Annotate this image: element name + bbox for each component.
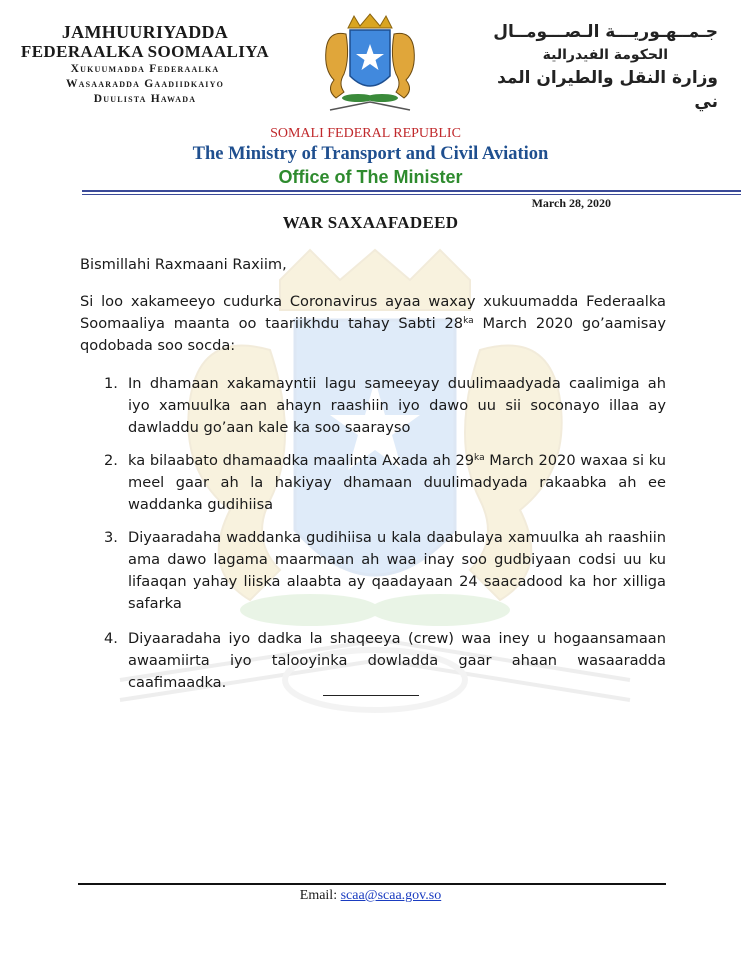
footer-rule xyxy=(78,883,666,885)
coat-of-arms-icon xyxy=(310,10,430,115)
list-item-superscript: ka xyxy=(474,453,485,463)
footer-email-link[interactable]: scaa@scaa.gov.so xyxy=(340,888,442,903)
intro-text-2: March 2020 go’aamisay qodobada soo socda: xyxy=(80,315,666,354)
letterhead-left xyxy=(20,22,270,107)
footer xyxy=(0,888,741,904)
letterhead-left-line5: Duulista Hawada xyxy=(93,93,197,105)
list-item-number: 2. xyxy=(104,452,118,469)
letterhead-right-arabic xyxy=(478,20,718,114)
intro-paragraph xyxy=(80,291,666,357)
list-item-text xyxy=(128,452,666,513)
decision-list xyxy=(80,373,666,705)
letterhead-right-line1: جـمــهـوريـــة الـصـــومــال xyxy=(493,22,718,42)
greeting: Bismillahi Raxmaani Raxiim, xyxy=(80,256,287,273)
letterhead-left-line2: FEDERAALKA SOOMAALIYA xyxy=(20,42,270,61)
footer-email-label: Email: xyxy=(299,888,341,903)
letterhead-left-line3: Xukuumadda Federaalka xyxy=(70,63,220,75)
list-item-text-2: March 2020 waxaa si ku meel gaar ah la hakiyay dhamaan duulimadyada rakaabka ah ee waddanka gudihiisa xyxy=(128,452,666,513)
ministry-name: The Ministry of Transport and Civil Aviation xyxy=(192,144,549,164)
document-date: March 28, 2020 xyxy=(531,196,611,210)
intro-superscript: ka xyxy=(463,316,474,326)
list-item-text: In dhamaan xakamayntii lagu sameeyay duulimaadyada caalimiga ah iyo xamuulka aan ahayn raashiin iyo dawo uu sii soconayo illaa ay dawladdu go’aan kale ka soo saarayso xyxy=(128,375,666,436)
header-rule xyxy=(82,190,741,192)
letterhead-left-line4: Wasaaradda Gaadiidkaiyo xyxy=(65,78,225,90)
list-item-number: 4. xyxy=(104,630,118,647)
list-item xyxy=(80,450,666,516)
letterhead-left-line1: JAMHUURIYADDA xyxy=(61,22,229,42)
letterhead-right-line3: وزارة النقل والطيران المد ني xyxy=(497,68,718,112)
office-name: Office of The Minister xyxy=(278,167,463,187)
list-item-text: Diyaaradaha waddanka gudihiisa u kala daabulaya xamuulka ah raashiin ama dawo lagama maarmaan ah waa inay soo gudbiyaan codsi uu ku lifaaqan yahay liiska alaabta ay qaadayaan 24 saacadood ka hor xilliga safarka xyxy=(128,529,666,612)
republic-name: SOMALI FEDERAL REPUBLIC xyxy=(270,126,461,141)
header-rule-thin xyxy=(82,194,741,195)
document-title: WAR SAXAAFADEED xyxy=(282,213,459,232)
end-of-text-line xyxy=(323,695,419,696)
list-item xyxy=(80,628,666,694)
letterhead-center xyxy=(0,126,741,188)
list-item xyxy=(80,373,666,439)
list-item-number: 3. xyxy=(104,529,118,546)
list-item-number: 1. xyxy=(104,375,118,392)
intro-text-1: Si loo xakameeyo cudurka Coronavirus ayaa waxay xukuumadda Federaalka Soomaaliya maanta oo taariikhdu tahay Sabti 28 xyxy=(80,293,666,332)
list-item-text: Diyaaradaha iyo dadka la shaqeeya (crew) waa iney u hogaansamaan awaamiirta iyo talooyinka dowladda gaar ahaan wasaaradda caafimaadka. xyxy=(128,630,666,691)
list-item xyxy=(80,527,666,615)
list-item-text-1: ka bilaabato dhamaadka maalinta Axada ah 29 xyxy=(128,452,475,469)
letterhead-right-line2: الحكومة الفيدرالية xyxy=(542,47,668,63)
